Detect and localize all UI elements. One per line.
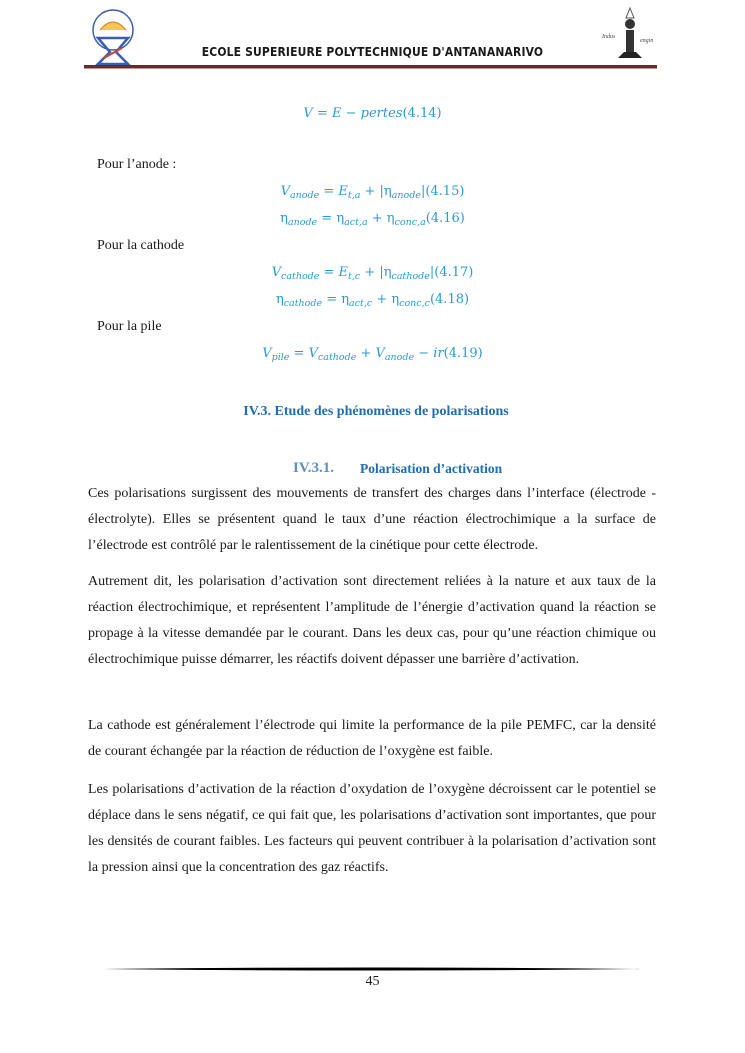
equation-term: + |η xyxy=(360,184,392,199)
equation-term: |(4.15) xyxy=(420,184,465,199)
paragraph: Autrement dit, les polarisation d’activation sont directement reliées à la nature et aux taux de la réaction électrochimique, et représentent l’amplitude de l’énergie d’activation quand la réaction se propage à la vitesse demandée par le courant. Dans les deux cas, pour qu’une réaction chimique ou électrochimique puisse démarrer, les réactifs doivent dépasser une barrière d’activation. xyxy=(88,574,656,667)
equation-term: = xyxy=(319,265,339,280)
equation-subscript: cathode xyxy=(281,271,320,282)
equation-4-15 xyxy=(0,184,745,201)
equation-term: = η xyxy=(322,292,350,307)
equation-term: + xyxy=(356,346,376,361)
equation-subscript: anode xyxy=(287,217,318,228)
label-cathode: Pour la cathode xyxy=(97,238,185,253)
equation-4-14 xyxy=(0,106,745,121)
equation-subscript: cathode xyxy=(391,271,430,282)
equation-term: V xyxy=(271,265,282,280)
label-pile: Pour la pile xyxy=(97,319,162,334)
equation-subscript: pile xyxy=(271,352,290,363)
section-heading: IV.3. Etude des phénomènes de polarisations xyxy=(243,404,509,419)
equation-4-16 xyxy=(0,211,745,228)
label-anode: Pour l’anode : xyxy=(97,157,177,172)
header-rule xyxy=(84,65,657,69)
subsection-title: Polarisation d’activation xyxy=(360,461,503,476)
equation-subscript: act,a xyxy=(344,217,368,228)
paragraph: La cathode est généralement l’électrode qui limite la performance de la pile PEMFC, car la densité de courant échangée par la réaction de réduction de l’oxygène est faible. xyxy=(88,718,656,759)
equation-term: (4.19) xyxy=(443,346,483,361)
subsection-number: IV.3.1. xyxy=(293,460,334,476)
equation-4-19 xyxy=(0,346,745,363)
equation-term: pertes xyxy=(360,106,403,121)
equation-term: ir xyxy=(433,346,444,361)
equation-term: − xyxy=(414,346,434,361)
paragraph: Ces polarisations surgissent des mouvements de transfert des charges dans l’interface (électrode - électrolyte). Elles se présentent quand le taux d’une réaction électrochimique a la surface de l’électrode est contrôlé par le ralentissement de la cinétique pour cette électrode. xyxy=(88,486,656,553)
equation-term: η xyxy=(280,211,288,226)
svg-text:Indus: Indus xyxy=(602,34,616,40)
equation-term: = xyxy=(289,346,309,361)
equation-term: (4.16) xyxy=(425,211,465,226)
equation-subscript: t,c xyxy=(348,271,361,282)
equation-term: V xyxy=(375,346,385,361)
equation-term: E xyxy=(331,106,342,121)
equation-subscript: conc,a xyxy=(394,217,426,228)
equation-4-18 xyxy=(0,292,745,309)
equation-4-17 xyxy=(0,265,745,282)
equation-term: E xyxy=(338,184,348,199)
equation-term: (4.18) xyxy=(429,292,470,307)
equation-term: V xyxy=(280,184,290,199)
equation-subscript: cathode xyxy=(283,298,323,309)
equation-term: + η xyxy=(367,211,395,226)
equation-term: V xyxy=(262,346,272,361)
equation-term: |(4.17) xyxy=(429,265,474,280)
page-number: 45 xyxy=(365,974,380,989)
equation-subscript: conc,c xyxy=(399,298,430,309)
equation-term: η xyxy=(275,292,284,307)
equation-term: + |η xyxy=(360,265,392,280)
equation-term: V xyxy=(308,346,318,361)
school-name: ECOLE SUPERIEURE POLYTECHNIQUE D'ANTANANARIVO xyxy=(201,44,544,59)
equation-term: − xyxy=(341,106,361,121)
equation-subscript: anode xyxy=(289,190,320,201)
equation-term: + η xyxy=(372,292,400,307)
equation-subscript: act,c xyxy=(349,298,373,309)
equation-subscript: anode xyxy=(391,190,421,201)
paragraph: Les polarisations d’activation de la réaction d’oxydation de l’oxygène décroissent car le potentiel se déplace dans le sens négatif, ce qui fait que, les polarisations d’activation sont importantes, que pour les densités de courant faibles. Les facteurs qui peuvent contribuer à la polarisation d’activation sont la pression ainsi que la concentration des gaz réactifs. xyxy=(88,782,656,875)
equation-subscript: anode xyxy=(384,352,415,363)
equation-subscript: t,a xyxy=(347,190,361,201)
equation-term: (4.14) xyxy=(402,106,442,121)
industrial-engineering-logo xyxy=(600,6,656,64)
equation-term: = xyxy=(319,184,339,199)
equation-term: E xyxy=(338,265,349,280)
equation-term: = η xyxy=(317,211,345,226)
equation-term: = xyxy=(312,106,332,121)
equation-term: V xyxy=(303,106,313,121)
equation-subscript: cathode xyxy=(317,352,357,363)
footer-rule xyxy=(103,967,641,971)
svg-text:engin: engin xyxy=(640,38,654,44)
